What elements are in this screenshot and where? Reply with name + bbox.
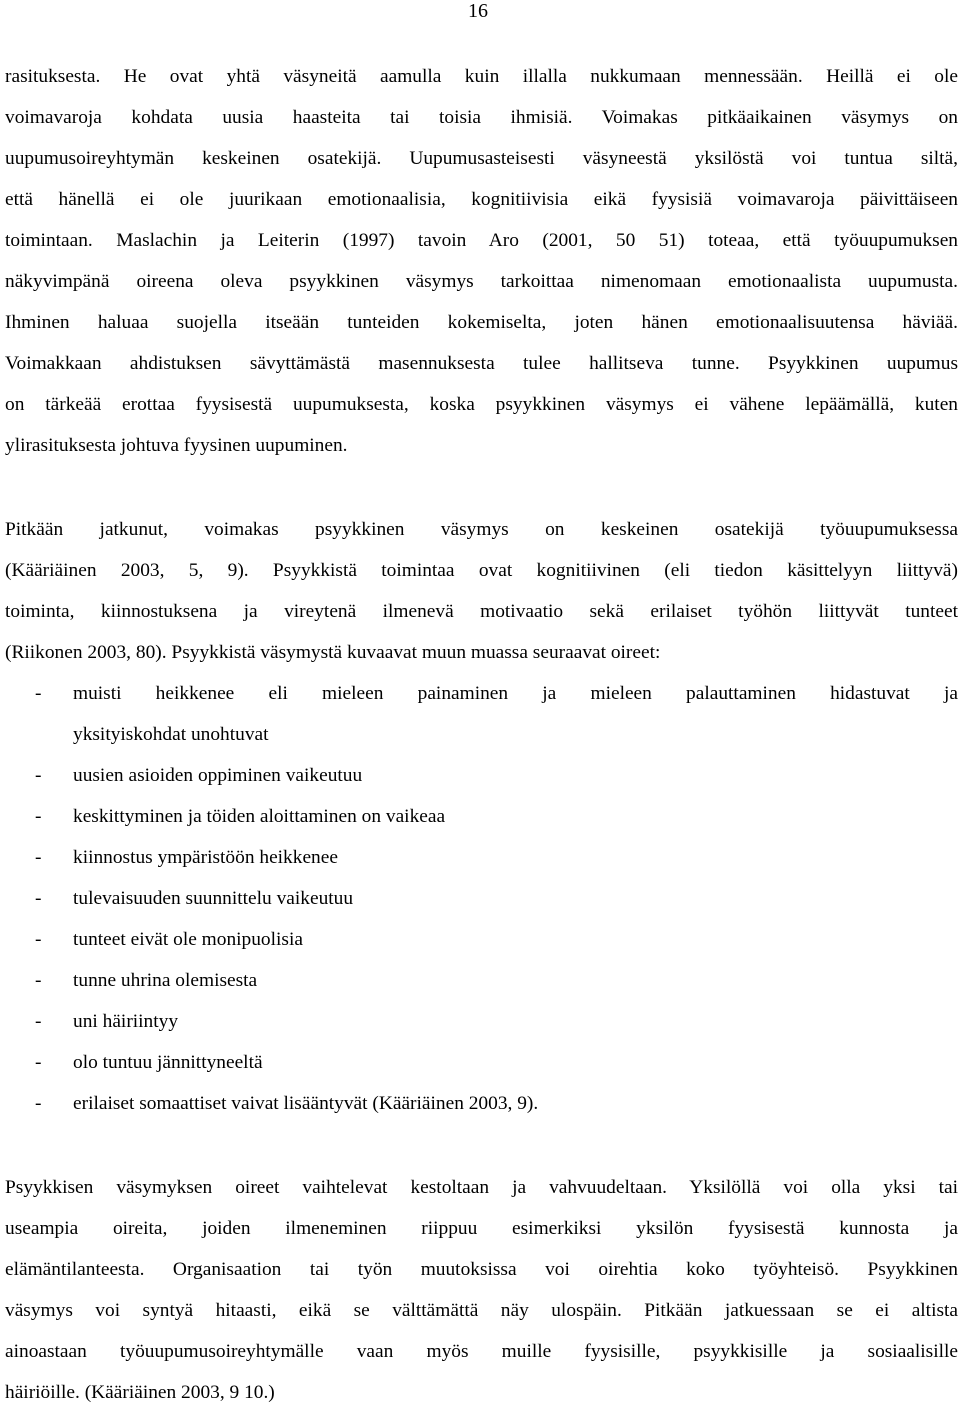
paragraph-line: ylirasituksesta johtuva fyysinen uupuminen. bbox=[5, 435, 348, 456]
list-item-text: keskittyminen ja töiden aloittaminen on vaikeaa bbox=[73, 806, 446, 827]
paragraph-line: Ihminen haluaa suojella itseään tunteiden kokemiselta, joten hänen emotionaalisuutensa häviää. bbox=[5, 312, 958, 333]
list-dash: - bbox=[35, 1011, 42, 1032]
paragraph-line: (Riikonen 2003, 80). Psyykkistä väsymystä kuvaavat muun muassa seuraavat oireet: bbox=[5, 642, 661, 663]
list-item bbox=[5, 1050, 958, 1076]
list-dash: - bbox=[35, 1052, 42, 1073]
paragraph-line: useampia oireita, joiden ilmeneminen riippuu esimerkiksi yksilön fyysisestä kunnosta ja bbox=[5, 1218, 958, 1239]
paragraph-line: että hänellä ei ole juurikaan emotionaalisia, kognitiivisia eikä fyysisiä voimavaroja päivittäiseen bbox=[5, 189, 958, 210]
list-dash: - bbox=[35, 683, 42, 704]
paragraph-line: näkyvimpänä oireena oleva psyykkinen väsymys tarkoittaa nimenomaan emotionaalista uupumusta. bbox=[5, 271, 958, 292]
list-item bbox=[5, 886, 958, 912]
paragraph-line: on tärkeää erottaa fyysisestä uupumuksesta, koska psyykkinen väsymys ei vähene lepäämällä, kuten bbox=[5, 394, 958, 415]
list-item bbox=[5, 1091, 958, 1117]
paragraph-line: häiriöille. (Kääriäinen 2003, 9 10.) bbox=[5, 1382, 275, 1403]
paragraph-line: toiminta, kiinnostuksena ja vireytenä ilmenevä motivaatio sekä erilaiset työhön liittyvät tunteet bbox=[5, 601, 958, 622]
page-number: 16 bbox=[468, 0, 488, 22]
list-item-text: tunteet eivät ole monipuolisia bbox=[73, 929, 303, 950]
list-dash: - bbox=[35, 888, 42, 909]
paragraph-line: elämäntilanteesta. Organisaation tai työn muutoksissa voi oirehtia koko työyhteisö. Psyykkinen bbox=[5, 1259, 958, 1280]
list-item bbox=[5, 681, 958, 707]
list-item bbox=[5, 968, 958, 994]
list-item bbox=[5, 927, 958, 953]
list-item-text: erilaiset somaattiset vaivat lisääntyvät (Kääriäinen 2003, 9). bbox=[73, 1093, 539, 1114]
paragraph-line: (Kääriäinen 2003, 5, 9). Psyykkistä toimintaa ovat kognitiivinen (eli tiedon käsittelyyn liittyvä) bbox=[5, 560, 958, 581]
list-item-text: tulevaisuuden suunnittelu vaikeutuu bbox=[73, 888, 354, 909]
list-dash: - bbox=[35, 970, 42, 991]
list-dash: - bbox=[35, 847, 42, 868]
paragraph-line: ainoastaan työuupumusoireyhtymälle vaan myös muille fyysisille, psyykkisille ja sosiaalisille bbox=[5, 1341, 958, 1362]
list-dash: - bbox=[35, 765, 42, 786]
list-item-text: olo tuntuu jännittyneeltä bbox=[73, 1052, 263, 1073]
paragraph-line: uupumusoireyhtymän keskeinen osatekijä. Uupumusasteisesti väsyneestä yksilöstä voi tuntua siltä, bbox=[5, 148, 958, 169]
list-item bbox=[5, 804, 958, 830]
paragraph-line: väsymys voi syntyä hitaasti, eikä se välttämättä näy ulospäin. Pitkään jatkuessaan se ei altista bbox=[5, 1300, 958, 1321]
list-item-continuation bbox=[5, 722, 958, 748]
list-item-text: uusien asioiden oppiminen vaikeutuu bbox=[73, 765, 363, 786]
paragraph-line: Psyykkisen väsymyksen oireet vaihtelevat kestoltaan ja vahvuudeltaan. Yksilöllä voi olla yksi tai bbox=[5, 1177, 958, 1198]
list-item bbox=[5, 1009, 958, 1035]
list-item-text: tunne uhrina olemisesta bbox=[73, 970, 258, 991]
list-item bbox=[5, 845, 958, 871]
list-item bbox=[5, 763, 958, 789]
list-item-text: kiinnostus ympäristöön heikkenee bbox=[73, 847, 338, 868]
list-dash: - bbox=[35, 929, 42, 950]
list-item-text: uni häiriintyy bbox=[73, 1011, 179, 1032]
list-item-text: muisti heikkenee eli mieleen painaminen ja mieleen palauttaminen hidastuvat ja bbox=[73, 683, 958, 704]
paragraph-line: Voimakkaan ahdistuksen sävyttämästä masennuksesta tulee hallitseva tunne. Psyykkinen uupumus bbox=[5, 353, 958, 374]
list-item-text: yksityiskohdat unohtuvat bbox=[73, 724, 269, 745]
paragraph-line: voimavaroja kohdata uusia haasteita tai toisia ihmisiä. Voimakas pitkäaikainen väsymys on bbox=[5, 107, 958, 128]
list-dash: - bbox=[35, 1093, 42, 1114]
paragraph-line: Pitkään jatkunut, voimakas psyykkinen väsymys on keskeinen osatekijä työuupumuksessa bbox=[5, 519, 958, 540]
paragraph-line: toimintaan. Maslachin ja Leiterin (1997) tavoin Aro (2001, 50 51) toteaa, että työuupumuksen bbox=[5, 230, 958, 251]
list-dash: - bbox=[35, 806, 42, 827]
paragraph-line: rasituksesta. He ovat yhtä väsyneitä aamulla kuin illalla nukkumaan mennessään. Heillä ei ole bbox=[5, 66, 958, 87]
